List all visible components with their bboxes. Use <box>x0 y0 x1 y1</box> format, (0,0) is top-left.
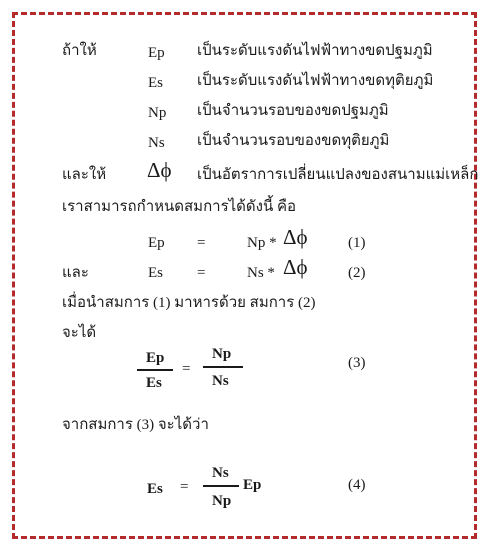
eq1-equals: = <box>197 235 206 251</box>
delta-phi-symbol: Δϕ <box>283 255 308 279</box>
eq4-numerator: Ns <box>212 465 229 481</box>
eq1-lhs: Ep <box>148 235 165 251</box>
definition-text: เป็นจำนวนรอบของขดทุติยภูมิ <box>197 133 390 149</box>
eq3-numerator-right: Np <box>212 346 232 362</box>
eq3-equals: = <box>182 361 191 377</box>
definition-symbol: Ns <box>148 135 165 151</box>
eq2-equals: = <box>197 265 206 281</box>
definition-symbol: Es <box>148 75 163 91</box>
eq2-lhs: Es <box>148 265 163 281</box>
definition-lead: และให้ <box>62 167 107 183</box>
eq2-number: (2) <box>348 265 366 281</box>
fraction-bar <box>203 485 239 487</box>
eq1-rhs: Np * <box>247 235 277 251</box>
intro-line: เราสามารถกำหนดสมการได้ดังนี้ คือ <box>62 199 297 215</box>
eq4-denominator: Np <box>212 493 232 509</box>
eq4-tail: Ep <box>243 477 262 493</box>
fraction-bar <box>137 369 173 371</box>
delta-phi-symbol: Δϕ <box>147 158 172 182</box>
eq2-lead: และ <box>62 265 89 281</box>
fraction-bar <box>203 366 243 368</box>
eq3-number: (3) <box>348 355 366 371</box>
divide-line: เมื่อนำสมการ (1) มาหารด้วย สมการ (2) <box>62 295 316 311</box>
definition-text: เป็นอัตราการเปลี่ยนแปลงของสนามแม่เหล็ก <box>197 167 479 183</box>
definition-symbol: Np <box>148 105 167 121</box>
definition-symbol: Ep <box>148 45 165 61</box>
definition-lead: ถ้าให้ <box>62 43 97 59</box>
definition-text: เป็นจำนวนรอบของขดปฐมภูมิ <box>197 103 389 119</box>
eq3-denominator-right: Ns <box>212 373 229 389</box>
eq3-denominator-left: Es <box>146 375 162 391</box>
eq1-number: (1) <box>348 235 366 251</box>
definition-text: เป็นระดับแรงดันไฟฟ้าทางขดปฐมภูมิ <box>197 43 433 59</box>
definition-text: เป็นระดับแรงดันไฟฟ้าทางขดทุติยภูมิ <box>197 73 434 89</box>
eq4-lhs: Es <box>147 481 163 497</box>
eq4-number: (4) <box>348 477 366 493</box>
delta-phi-symbol: Δϕ <box>283 225 308 249</box>
get-line: จะได้ <box>62 325 97 341</box>
eq4-equals: = <box>180 479 189 495</box>
eq2-rhs: Ns * <box>247 265 275 281</box>
eq3-numerator-left: Ep <box>146 350 165 366</box>
from-line: จากสมการ (3) จะได้ว่า <box>62 417 209 433</box>
